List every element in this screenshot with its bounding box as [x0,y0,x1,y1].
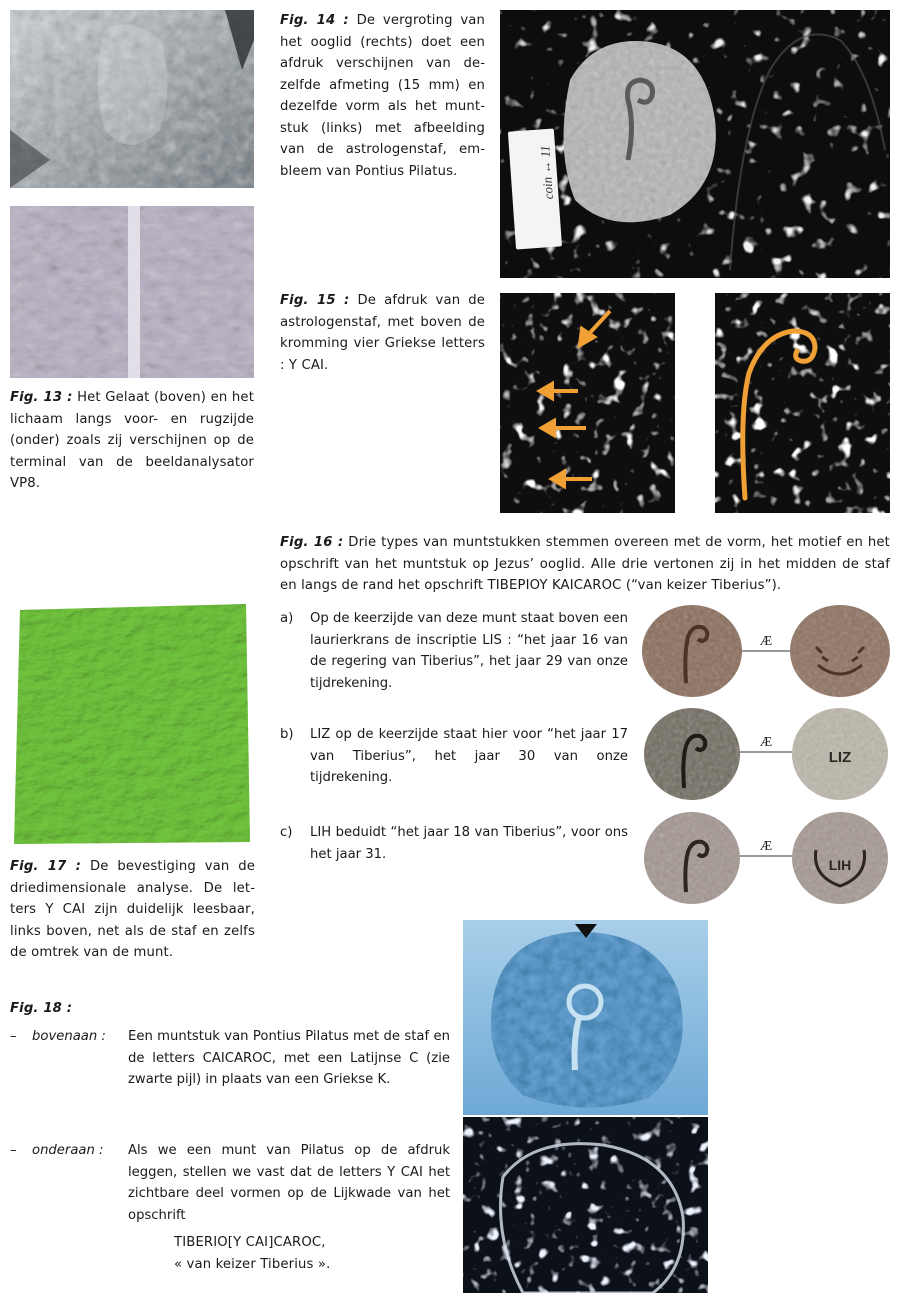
fig15-caption [280,290,485,376]
fig18-item-text: Een muntstuk van Pontius Pilatus met de staf en de letters CAICAROC, met een Latijnse C (zie zwarte pijl) in plaats van een Griekse K. [128,1029,450,1087]
fig16-caption [280,532,890,597]
fig18-inscription-text: TIBERIO[Y CAI]CAROC, [174,1235,326,1250]
fig16-item-text: LIH beduidt “het jaar 18 van Tiberius”, voor ons het jaar 31. [310,825,628,862]
fig13-face-image [10,10,254,188]
fig17-caption [10,856,255,964]
fig13-label: Fig. 13 : [10,390,73,405]
fig16-item-marker: a) [280,611,294,626]
fig18-top-coin-image [463,920,708,1115]
fig16-coin-pair-a [640,603,892,699]
fig15-staff-image [715,293,890,513]
fig15-text: De afdruk van de astrologenstaf, met boven de kromming vier Griekse letters : Y CAI. [280,293,485,373]
fig14-label: Fig. 14 : [280,13,349,28]
fig18-caption [10,998,210,1020]
fig18-item-term: bovenaan : [32,1029,106,1044]
fig16-coin-mark: Æ [759,839,773,854]
fig14-eyelid-image [500,10,890,278]
fig13-caption [10,387,254,495]
fig16-item-marker: c) [280,825,293,840]
fig16-item-marker: b) [280,727,294,742]
fig15-arrows-image [500,293,675,513]
fig18-inscription [174,1232,434,1275]
fig15-label: Fig. 15 : [280,293,350,308]
fig16-text: Drie types van muntstukken stemmen overeen met de vorm, het motief en het opschrift van het muntstuk op Jezus’ ooglid. Alle drie vertonen zij in het midden de staf en langs de rand het opschrift TIBEPIOY KAICAROC (“van keizer Tiberius”). [280,535,890,593]
fig13-text: Het Gelaat (boven) en het lichaam langs voor- en rugzijde (onder) zoals zij verschijnen op de terminal van de beeldanalysator VP8. [10,390,255,491]
fig18-item-dash: – [10,1143,17,1158]
fig16-coin-inscription: LIH [828,857,852,873]
fig18-inscription-translation: « van keizer Tiberius ». [174,1256,331,1272]
fig16-coin-inscription: LIZ [828,749,852,766]
fig14-card-text: coin ↔ 11 [537,144,556,200]
fig16-coin-mark: Æ [759,634,773,649]
fig17-3d-surface-image [10,598,256,848]
fig16-item-text: LIZ op de keerzijde staat hier voor “het jaar 17 van Tiberius”, het jaar 30 van onze tijdrekening. [310,727,628,785]
fig18-label: Fig. 18 : [10,1001,73,1016]
fig16-item-text: Op de keerzijde van deze munt staat boven een laurierkrans de inscriptie LIS : “het jaar 16 van de regering van Tiberius”, het jaar 29 van onze tijdrekening. [310,611,628,691]
fig14-text: De vergroting van het ooglid (rechts) doet een afdruk verschijnen van dezelfde afmeting (15 mm) en dezelfde vorm als het muntstuk (links) met afbeelding van de astrologenstaf, embleem van Pontius Pilatus. [280,13,486,179]
fig16-coin-pair-c [640,810,892,906]
fig18-item-term: onderaan : [32,1143,104,1158]
fig16-coin-mark: Æ [759,735,773,750]
fig17-label: Fig. 17 : [10,859,82,874]
fig16-label: Fig. 16 : [280,535,344,550]
fig14-caption [280,10,485,182]
fig18-item-dash: – [10,1029,17,1044]
fig17-text: De bevestiging van de driedimensionale analyse. De letters Y CAI zijn duidelijk leesbaar, links boven, net als de staf en zelfs de omtrek van de munt. [10,859,256,960]
fig18-bottom-overlay-image [463,1117,708,1293]
fig16-coin-pair-b [640,706,892,802]
fig13-body-image [10,206,254,378]
fig18-item-text: Als we een munt van Pilatus op de afdruk leggen, stellen we vast dat de letters Y CAI het zichtbare deel vormen op de Lijkwade van het opschrift [128,1143,450,1223]
